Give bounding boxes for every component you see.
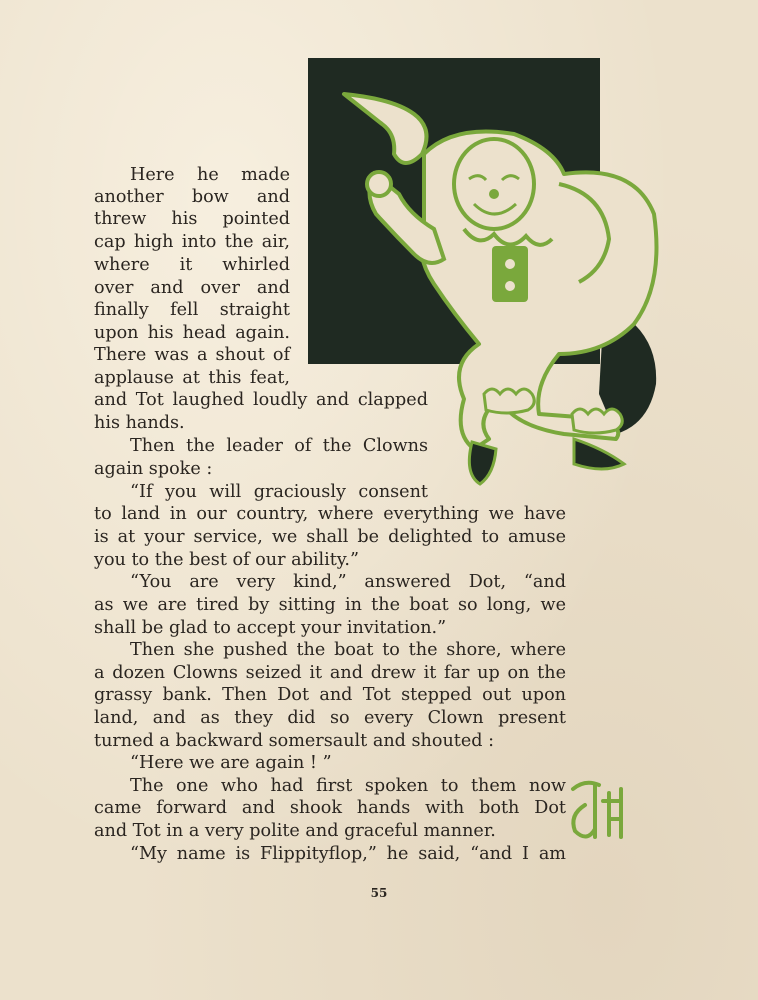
text-line: another bow and [94, 187, 290, 207]
page-number: 55 [370, 886, 388, 900]
artist-monogram-icon [565, 775, 635, 845]
text-line: turned a backward somersault and shouted : [94, 731, 495, 751]
text-line: “My name is Flippityflop,” he said, “and I am [130, 844, 566, 864]
clown-vest [492, 246, 528, 302]
text-line: again spoke : [94, 459, 213, 479]
text-line: came forward and shook hands with both Dot [94, 798, 566, 818]
text-line: applause at this feat, [94, 368, 290, 388]
text-line: “You are very kind,” answered Dot, “and [130, 572, 566, 592]
text-line: as we are tired by sitting in the boat so long, we [94, 595, 566, 615]
text-line: finally fell straight [94, 300, 290, 320]
text-line: you to the best of our ability.” [94, 550, 359, 570]
text-line: where it whirled [94, 255, 290, 275]
text-line: shall be glad to accept your invitation.” [94, 618, 447, 638]
clown-shoe-left [469, 442, 496, 484]
clown-frill-right [572, 409, 622, 433]
text-line: “Here we are again ! ” [130, 753, 332, 773]
text-line: There was a shout of [94, 345, 290, 365]
text-line: upon his head again. [94, 323, 290, 343]
text-line: grassy bank. Then Dot and Tot stepped out upon [94, 685, 566, 705]
text-line: “If you will graciously consent [130, 482, 428, 502]
text-line: Here he made [130, 165, 290, 185]
clown-frill-left [484, 389, 534, 413]
text-line: Then the leader of the Clowns [130, 436, 428, 456]
text-line: cap high into the air, [94, 232, 290, 252]
text-line: over and over and [94, 278, 290, 298]
clown-nose [489, 189, 499, 199]
text-line: The one who had first spoken to them now [130, 776, 566, 796]
clown-hand [367, 172, 391, 196]
text-line: Then she pushed the boat to the shore, where [130, 640, 566, 660]
text-line: is at your service, we shall be delighted to amuse [94, 527, 566, 547]
text-line: and Tot laughed loudly and clapped [94, 390, 428, 410]
text-line: to land in our country, where everything we have [94, 504, 566, 524]
text-line: land, and as they did so every Clown present [94, 708, 566, 728]
clown-shoe-right [574, 439, 624, 469]
text-line: his hands. [94, 413, 185, 433]
text-line: and Tot in a very polite and graceful manner. [94, 821, 496, 841]
text-line: a dozen Clowns seized it and drew it far up on the [94, 663, 566, 683]
text-line: threw his pointed [94, 209, 290, 229]
